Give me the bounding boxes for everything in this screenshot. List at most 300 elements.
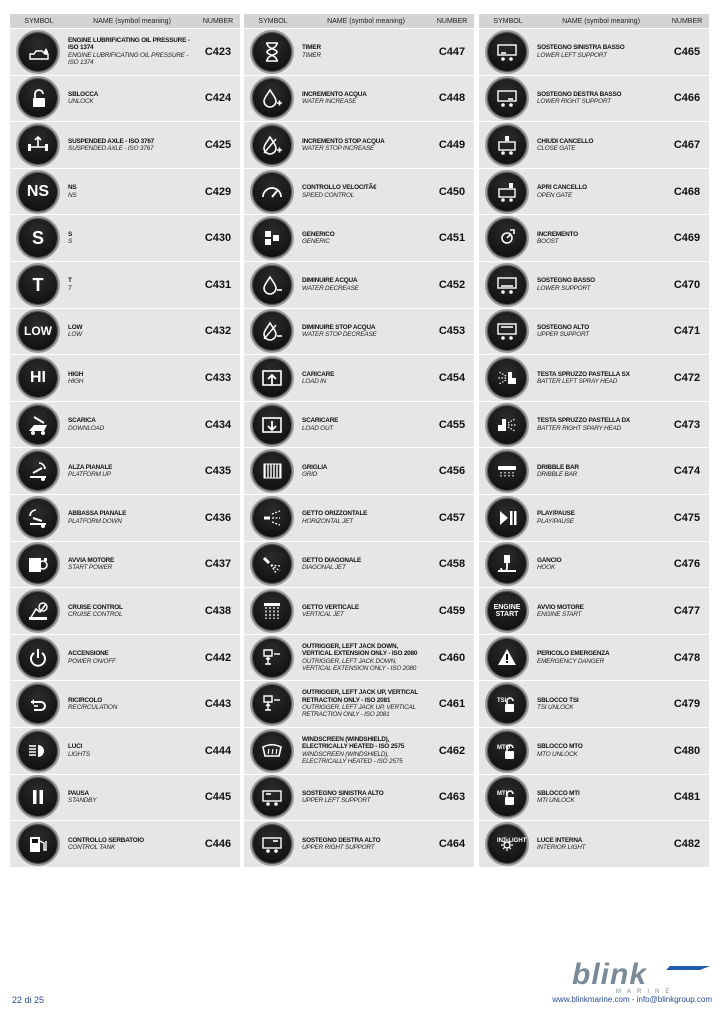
load-out-icon — [250, 403, 294, 447]
symbol-number: C448 — [438, 92, 466, 105]
name-italian: OUTRIGGER, LEFT JACK DOWN, VERTICAL EXTENSION ONLY - ISO 2080 — [302, 642, 418, 658]
name-english: PLATFORM DOWN — [68, 517, 122, 525]
icon-label: HI — [30, 368, 46, 386]
symbol-number: C467 — [673, 138, 701, 151]
header-number: NUMBER — [202, 17, 234, 25]
symbol-name — [68, 324, 196, 339]
symbol-name — [302, 689, 430, 718]
name-italian: LUCE INTERNA — [537, 836, 583, 844]
symbol-row — [10, 775, 240, 821]
symbol-row — [244, 76, 474, 122]
symbol-row — [10, 262, 240, 308]
symbol-name — [68, 557, 196, 572]
symbol-row — [479, 215, 709, 261]
symbol-row — [244, 262, 474, 308]
icon-label: MTI — [497, 791, 508, 798]
name-italian: GETTO ORIZZONTALE — [302, 510, 368, 518]
name-english: STANDBY — [68, 797, 97, 805]
name-italian: PLAY/PAUSE — [537, 510, 575, 518]
symbol-row — [244, 588, 474, 634]
ns-icon — [16, 170, 60, 214]
symbol-number: C456 — [438, 465, 466, 478]
icon-label: S — [31, 228, 44, 249]
name-italian: INCREMENTO — [537, 230, 578, 238]
name-english: VERTICAL JET — [302, 610, 344, 618]
symbol-row — [244, 29, 474, 75]
symbol-number: C477 — [673, 604, 701, 617]
symbol-name — [537, 697, 665, 712]
symbol-name — [537, 324, 665, 339]
symbol-number: C475 — [673, 511, 701, 524]
interior-light-icon — [485, 822, 529, 866]
name-english: ENGINE START — [537, 610, 582, 618]
symbol-number: C463 — [438, 791, 466, 804]
vertical-jet-icon — [250, 589, 294, 633]
name-english: DRIBBLE BAR — [537, 471, 578, 479]
symbol-number: C469 — [673, 232, 701, 245]
symbol-row — [479, 821, 709, 867]
symbol-number: C480 — [673, 744, 701, 757]
symbol-name — [68, 697, 196, 712]
symbol-row — [479, 728, 709, 774]
water-decrease-icon — [250, 263, 294, 307]
cruise-control-icon — [16, 589, 60, 633]
symbol-row — [479, 122, 709, 168]
fuel-tank-icon — [16, 822, 60, 866]
icon-label: MTO — [497, 744, 511, 751]
name-italian: CRUISE CONTROL — [68, 603, 123, 611]
upper-right-support-icon — [250, 822, 294, 866]
name-italian: INCREMENTO STOP ACQUA — [302, 137, 385, 145]
name-italian: HIGH — [68, 370, 84, 378]
symbol-row — [479, 588, 709, 634]
platform-down-icon — [16, 496, 60, 540]
name-english: LOAD IN — [302, 377, 327, 385]
name-english: EMERGENCY DANGER — [537, 657, 604, 665]
symbol-number: C465 — [673, 45, 701, 58]
name-english: TIMER — [302, 51, 321, 59]
icon-label: ENGINE START — [493, 603, 521, 618]
name-italian: AVVIO MOTORE — [537, 603, 584, 611]
name-english: HOOK — [537, 564, 556, 572]
symbol-row — [10, 681, 240, 727]
symbol-number: C434 — [204, 418, 232, 431]
symbol-number: C424 — [204, 92, 232, 105]
name-italian: NS — [68, 184, 77, 192]
icon-label: TSI — [497, 698, 507, 705]
name-italian: AVVIA MOTORE — [68, 556, 115, 564]
name-english: SUSPENDED AXLE - ISO 3767 — [68, 144, 154, 152]
header-symbol: SYMBOL — [493, 17, 523, 25]
mto-unlock-icon — [485, 729, 529, 773]
name-italian: SBLOCCA — [68, 91, 99, 99]
name-italian: ENGINE LUBRIFICATING OIL PRESSURE - ISO 1374 — [68, 37, 190, 52]
emergency-icon — [485, 636, 529, 680]
open-gate-icon — [485, 170, 529, 214]
name-italian: SOSTEGNO SINISTRA ALTO — [302, 789, 384, 797]
symbol-number: C459 — [438, 604, 466, 617]
header-number: NUMBER — [436, 17, 468, 25]
symbol-row — [244, 821, 474, 867]
upper-left-support-icon — [250, 775, 294, 819]
symbol-number: C445 — [204, 791, 232, 804]
speedometer-icon — [250, 170, 294, 214]
symbol-name — [68, 371, 196, 386]
low-icon — [16, 309, 60, 353]
symbol-name — [537, 44, 665, 59]
symbol-number: C430 — [204, 232, 232, 245]
name-english: START POWER — [68, 564, 113, 572]
name-english: TSI UNLOCK — [537, 704, 574, 712]
symbol-number: C466 — [673, 92, 701, 105]
name-italian: SCARICA — [68, 417, 96, 425]
upper-support-icon — [485, 309, 529, 353]
name-italian: TESTA SPRUZZO PASTELLA SX — [537, 370, 630, 378]
symbol-number: C455 — [438, 418, 466, 431]
name-italian: GRIGLIA — [302, 463, 328, 471]
name-english: ENGINE LUBRIFICATING OIL PRESSURE - ISO 1374 — [68, 51, 189, 67]
symbol-column-3 — [479, 14, 709, 868]
name-english: CONTROL TANK — [68, 843, 116, 851]
symbol-number: C444 — [204, 744, 232, 757]
symbol-name — [68, 790, 196, 805]
symbol-number: C450 — [438, 185, 466, 198]
symbol-row — [10, 122, 240, 168]
symbol-number: C462 — [438, 744, 466, 757]
name-english: LOW — [68, 331, 82, 339]
symbol-column-2 — [244, 14, 474, 868]
name-english: PLAY/PAUSE — [537, 517, 574, 525]
symbol-name — [302, 736, 430, 765]
symbol-name — [302, 604, 430, 619]
name-english: MTO UNLOCK — [537, 750, 578, 758]
table-header — [244, 14, 474, 28]
header-number: NUMBER — [671, 17, 703, 25]
symbol-name — [537, 464, 665, 479]
hook-icon — [485, 542, 529, 586]
name-english: DOWNLOAD — [68, 424, 105, 432]
symbol-name — [302, 184, 430, 199]
name-english: OUTRIGGER, LEFT JACK DOWN, VERTICAL EXTENSION ONLY - ISO 2080 — [302, 657, 417, 672]
name-italian: CHIUDI CANCELLO — [537, 137, 594, 145]
symbol-name — [302, 464, 430, 479]
header-name: NAME (symbol meaning) — [93, 17, 171, 25]
name-italian: CONTROLLO SERBATOIO — [68, 836, 144, 844]
water-stop-decrease-icon — [250, 309, 294, 353]
header-name: NAME (symbol meaning) — [327, 17, 405, 25]
name-italian: T — [68, 277, 72, 285]
name-italian: DRIBBLE BAR — [537, 463, 579, 471]
symbol-number: C447 — [438, 45, 466, 58]
symbol-name — [68, 837, 196, 852]
symbol-name — [302, 324, 430, 339]
table-header — [479, 14, 709, 28]
name-italian: LOW — [68, 324, 83, 331]
name-italian: TESTA SPRUZZO PASTELLA DX — [537, 417, 630, 425]
power-icon — [16, 636, 60, 680]
name-english: LIGHTS — [68, 750, 90, 758]
symbol-number: C460 — [438, 651, 466, 664]
lights-icon — [16, 729, 60, 773]
symbol-name — [302, 91, 430, 106]
symbol-number: C437 — [204, 558, 232, 571]
symbol-number: C435 — [204, 465, 232, 478]
name-english: WATER STOP DECREASE — [302, 331, 377, 339]
icon-label: INT LIGHT — [497, 837, 527, 844]
symbol-number: C429 — [204, 185, 232, 198]
symbol-name — [68, 138, 196, 153]
outrigger-up-icon — [250, 682, 294, 726]
symbol-number: C436 — [204, 511, 232, 524]
dribble-bar-icon — [485, 449, 529, 493]
symbol-name — [537, 138, 665, 153]
icon-label: T — [32, 274, 44, 295]
name-italian: SOSTEGNO ALTO — [537, 324, 589, 331]
symbol-number: C438 — [204, 604, 232, 617]
symbol-number: C449 — [438, 138, 466, 151]
left-spray-head-icon — [485, 356, 529, 400]
name-english: OUTRIGGER, LEFT JACK UP, VERTICAL RETRACTION ONLY - ISO 2081 — [302, 704, 416, 719]
symbol-row — [244, 775, 474, 821]
symbol-row — [479, 169, 709, 215]
symbol-row — [10, 588, 240, 634]
name-english: GRID — [302, 471, 318, 479]
oil-pressure-icon — [16, 30, 60, 74]
name-italian: DIMINUIRE ACQUA — [302, 277, 358, 285]
lower-left-support-icon — [485, 30, 529, 74]
symbol-name — [68, 650, 196, 665]
symbol-number: C443 — [204, 698, 232, 711]
recirculation-icon — [16, 682, 60, 726]
name-italian: GANCIO — [537, 556, 562, 564]
symbol-row — [10, 29, 240, 75]
symbol-row — [244, 402, 474, 448]
symbol-number: C479 — [673, 698, 701, 711]
start-power-icon — [16, 542, 60, 586]
symbol-row — [479, 775, 709, 821]
symbol-row — [244, 215, 474, 261]
name-english: LOWER LEFT SUPPORT — [537, 51, 607, 59]
grid-icon — [250, 449, 294, 493]
symbol-name — [68, 510, 196, 525]
symbol-number: C433 — [204, 371, 232, 384]
symbol-row — [10, 448, 240, 494]
symbol-name — [302, 643, 430, 672]
blink-marine-logo — [562, 960, 712, 994]
name-italian: GETTO DIAGONALE — [302, 556, 362, 564]
svg-text:MARINE: MARINE — [616, 989, 676, 994]
symbol-row — [244, 728, 474, 774]
name-english: GENERIC — [302, 238, 330, 246]
name-english: MTI UNLOCK — [537, 797, 575, 805]
name-english: POWER ON/OFF — [68, 657, 116, 665]
symbol-name — [537, 650, 665, 665]
tsi-unlock-icon — [485, 682, 529, 726]
symbol-name — [537, 743, 665, 758]
name-english: UPPER SUPPORT — [537, 331, 589, 339]
name-english: LOWER RIGHT SUPPORT — [537, 98, 611, 106]
name-italian: SUSPENDED AXLE - ISO 3767 — [68, 137, 155, 145]
symbol-row — [10, 635, 240, 681]
symbol-row — [479, 542, 709, 588]
footer-links[interactable]: www.blinkmarine.com - info@blinkgroup.com — [552, 995, 712, 1004]
name-italian: SOSTEGNO DESTRA ALTO — [302, 836, 381, 844]
symbol-number: C453 — [438, 325, 466, 338]
hourglass-icon — [250, 30, 294, 74]
load-in-icon — [250, 356, 294, 400]
symbol-row — [10, 728, 240, 774]
symbol-number: C474 — [673, 465, 701, 478]
symbol-number: C451 — [438, 232, 466, 245]
symbol-column-1 — [10, 14, 240, 868]
symbol-name — [537, 371, 665, 386]
mti-unlock-icon — [485, 775, 529, 819]
symbol-row — [244, 355, 474, 401]
name-italian: OUTRIGGER, LEFT JACK UP, VERTICAL RETRACTION ONLY - ISO 2081 — [302, 689, 419, 704]
name-english: BOOST — [537, 238, 559, 246]
symbol-number: C476 — [673, 558, 701, 571]
diagonal-jet-icon — [250, 542, 294, 586]
header-name: NAME (symbol meaning) — [562, 17, 640, 25]
download-icon — [16, 403, 60, 447]
symbol-name — [302, 837, 430, 852]
name-english: OPEN GATE — [537, 191, 573, 199]
symbol-row — [479, 448, 709, 494]
symbol-row — [10, 542, 240, 588]
symbol-name — [68, 91, 196, 106]
symbol-name — [302, 417, 430, 432]
symbol-row — [244, 309, 474, 355]
name-italian: GENERICO — [302, 230, 335, 238]
name-italian: ALZA PIANALE — [68, 463, 113, 471]
name-english: T — [68, 284, 72, 292]
pause-icon — [16, 775, 60, 819]
symbol-name — [537, 91, 665, 106]
suspended-axle-icon — [16, 123, 60, 167]
symbol-row — [479, 402, 709, 448]
name-english: WATER STOP INCREASE — [302, 144, 374, 152]
lower-support-icon — [485, 263, 529, 307]
name-english: CRUISE CONTROL — [68, 610, 123, 618]
name-english: WATER DECREASE — [302, 284, 359, 292]
symbol-name — [302, 231, 430, 246]
heated-windscreen-icon — [250, 729, 294, 773]
symbol-row — [10, 402, 240, 448]
symbol-name — [68, 743, 196, 758]
horizontal-jet-icon — [250, 496, 294, 540]
header-symbol: SYMBOL — [24, 17, 54, 25]
name-english: BATTER RIGHT SPARY HEAD — [537, 424, 621, 432]
name-italian: PAUSA — [68, 789, 89, 797]
name-english: CLOSE GATE — [537, 144, 576, 152]
icon-label: NS — [26, 182, 50, 200]
symbol-name — [537, 184, 665, 199]
outrigger-down-icon — [250, 636, 294, 680]
symbol-row — [244, 169, 474, 215]
name-italian: GETTO VERTICALE — [302, 603, 359, 611]
symbol-row — [479, 635, 709, 681]
symbol-number: C452 — [438, 278, 466, 291]
symbol-number: C432 — [204, 325, 232, 338]
engine-start-icon — [485, 589, 529, 633]
symbol-number: C482 — [673, 837, 701, 850]
name-english: HORIZONTAL JET — [302, 517, 353, 525]
symbol-name — [537, 604, 665, 619]
symbol-row — [244, 495, 474, 541]
name-italian: SOSTEGNO DESTRA BASSO — [537, 91, 622, 99]
symbol-name — [537, 277, 665, 292]
name-italian: SOSTEGNO BASSO — [537, 277, 595, 285]
symbol-name — [302, 277, 430, 292]
symbol-name — [537, 231, 665, 246]
name-english: SPEED CONTROL — [302, 191, 355, 199]
symbol-number: C425 — [204, 138, 232, 151]
symbol-row — [244, 635, 474, 681]
name-italian: PERICOLO EMERGENZA — [537, 650, 610, 658]
symbol-name — [302, 790, 430, 805]
symbol-row — [479, 29, 709, 75]
symbol-row — [10, 821, 240, 867]
symbol-name — [302, 138, 430, 153]
symbol-number: C457 — [438, 511, 466, 524]
symbol-number: C454 — [438, 371, 466, 384]
symbol-row — [479, 262, 709, 308]
symbol-name — [302, 557, 430, 572]
name-english: S — [68, 238, 73, 246]
name-english: LOWER SUPPORT — [537, 284, 591, 292]
s-icon — [16, 216, 60, 260]
right-spray-head-icon — [485, 403, 529, 447]
lower-right-support-icon — [485, 76, 529, 120]
symbol-row — [479, 309, 709, 355]
symbol-number: C442 — [204, 651, 232, 664]
name-italian: INCREMENTO ACQUA — [302, 91, 367, 99]
name-italian: TIMER — [302, 44, 321, 52]
name-italian: WINDSCREEN (WINDSHIELD), ELECTRICALLY HEATED - ISO 2575 — [302, 735, 405, 751]
symbol-row — [10, 76, 240, 122]
symbol-name — [68, 604, 196, 619]
symbol-number: C468 — [673, 185, 701, 198]
t-icon — [16, 263, 60, 307]
close-gate-icon — [485, 123, 529, 167]
symbol-row — [10, 215, 240, 261]
svg-text:blink: blink — [572, 960, 648, 991]
high-icon — [16, 356, 60, 400]
symbol-row — [10, 169, 240, 215]
symbol-row — [479, 681, 709, 727]
symbol-row — [244, 681, 474, 727]
name-italian: LUCI — [68, 743, 83, 751]
symbol-number: C472 — [673, 371, 701, 384]
name-english: WATER INCREASE — [302, 98, 357, 106]
symbol-row — [479, 76, 709, 122]
name-english: NS — [68, 191, 77, 199]
symbol-number: C478 — [673, 651, 701, 664]
symbol-name — [537, 510, 665, 525]
symbol-name — [537, 837, 665, 852]
name-english: UPPER RIGHT SUPPORT — [302, 843, 375, 851]
symbol-number: C473 — [673, 418, 701, 431]
name-italian: SCARICARE — [302, 417, 339, 425]
symbol-name — [68, 417, 196, 432]
name-english: WINDSCREEN (WINDSHIELD), ELECTRICALLY HEATED - ISO 2575 — [302, 750, 403, 766]
symbol-number: C481 — [673, 791, 701, 804]
symbol-row — [10, 309, 240, 355]
symbol-name — [68, 277, 196, 292]
symbol-name — [68, 231, 196, 246]
boost-icon — [485, 216, 529, 260]
name-italian: CARICARE — [302, 370, 335, 378]
